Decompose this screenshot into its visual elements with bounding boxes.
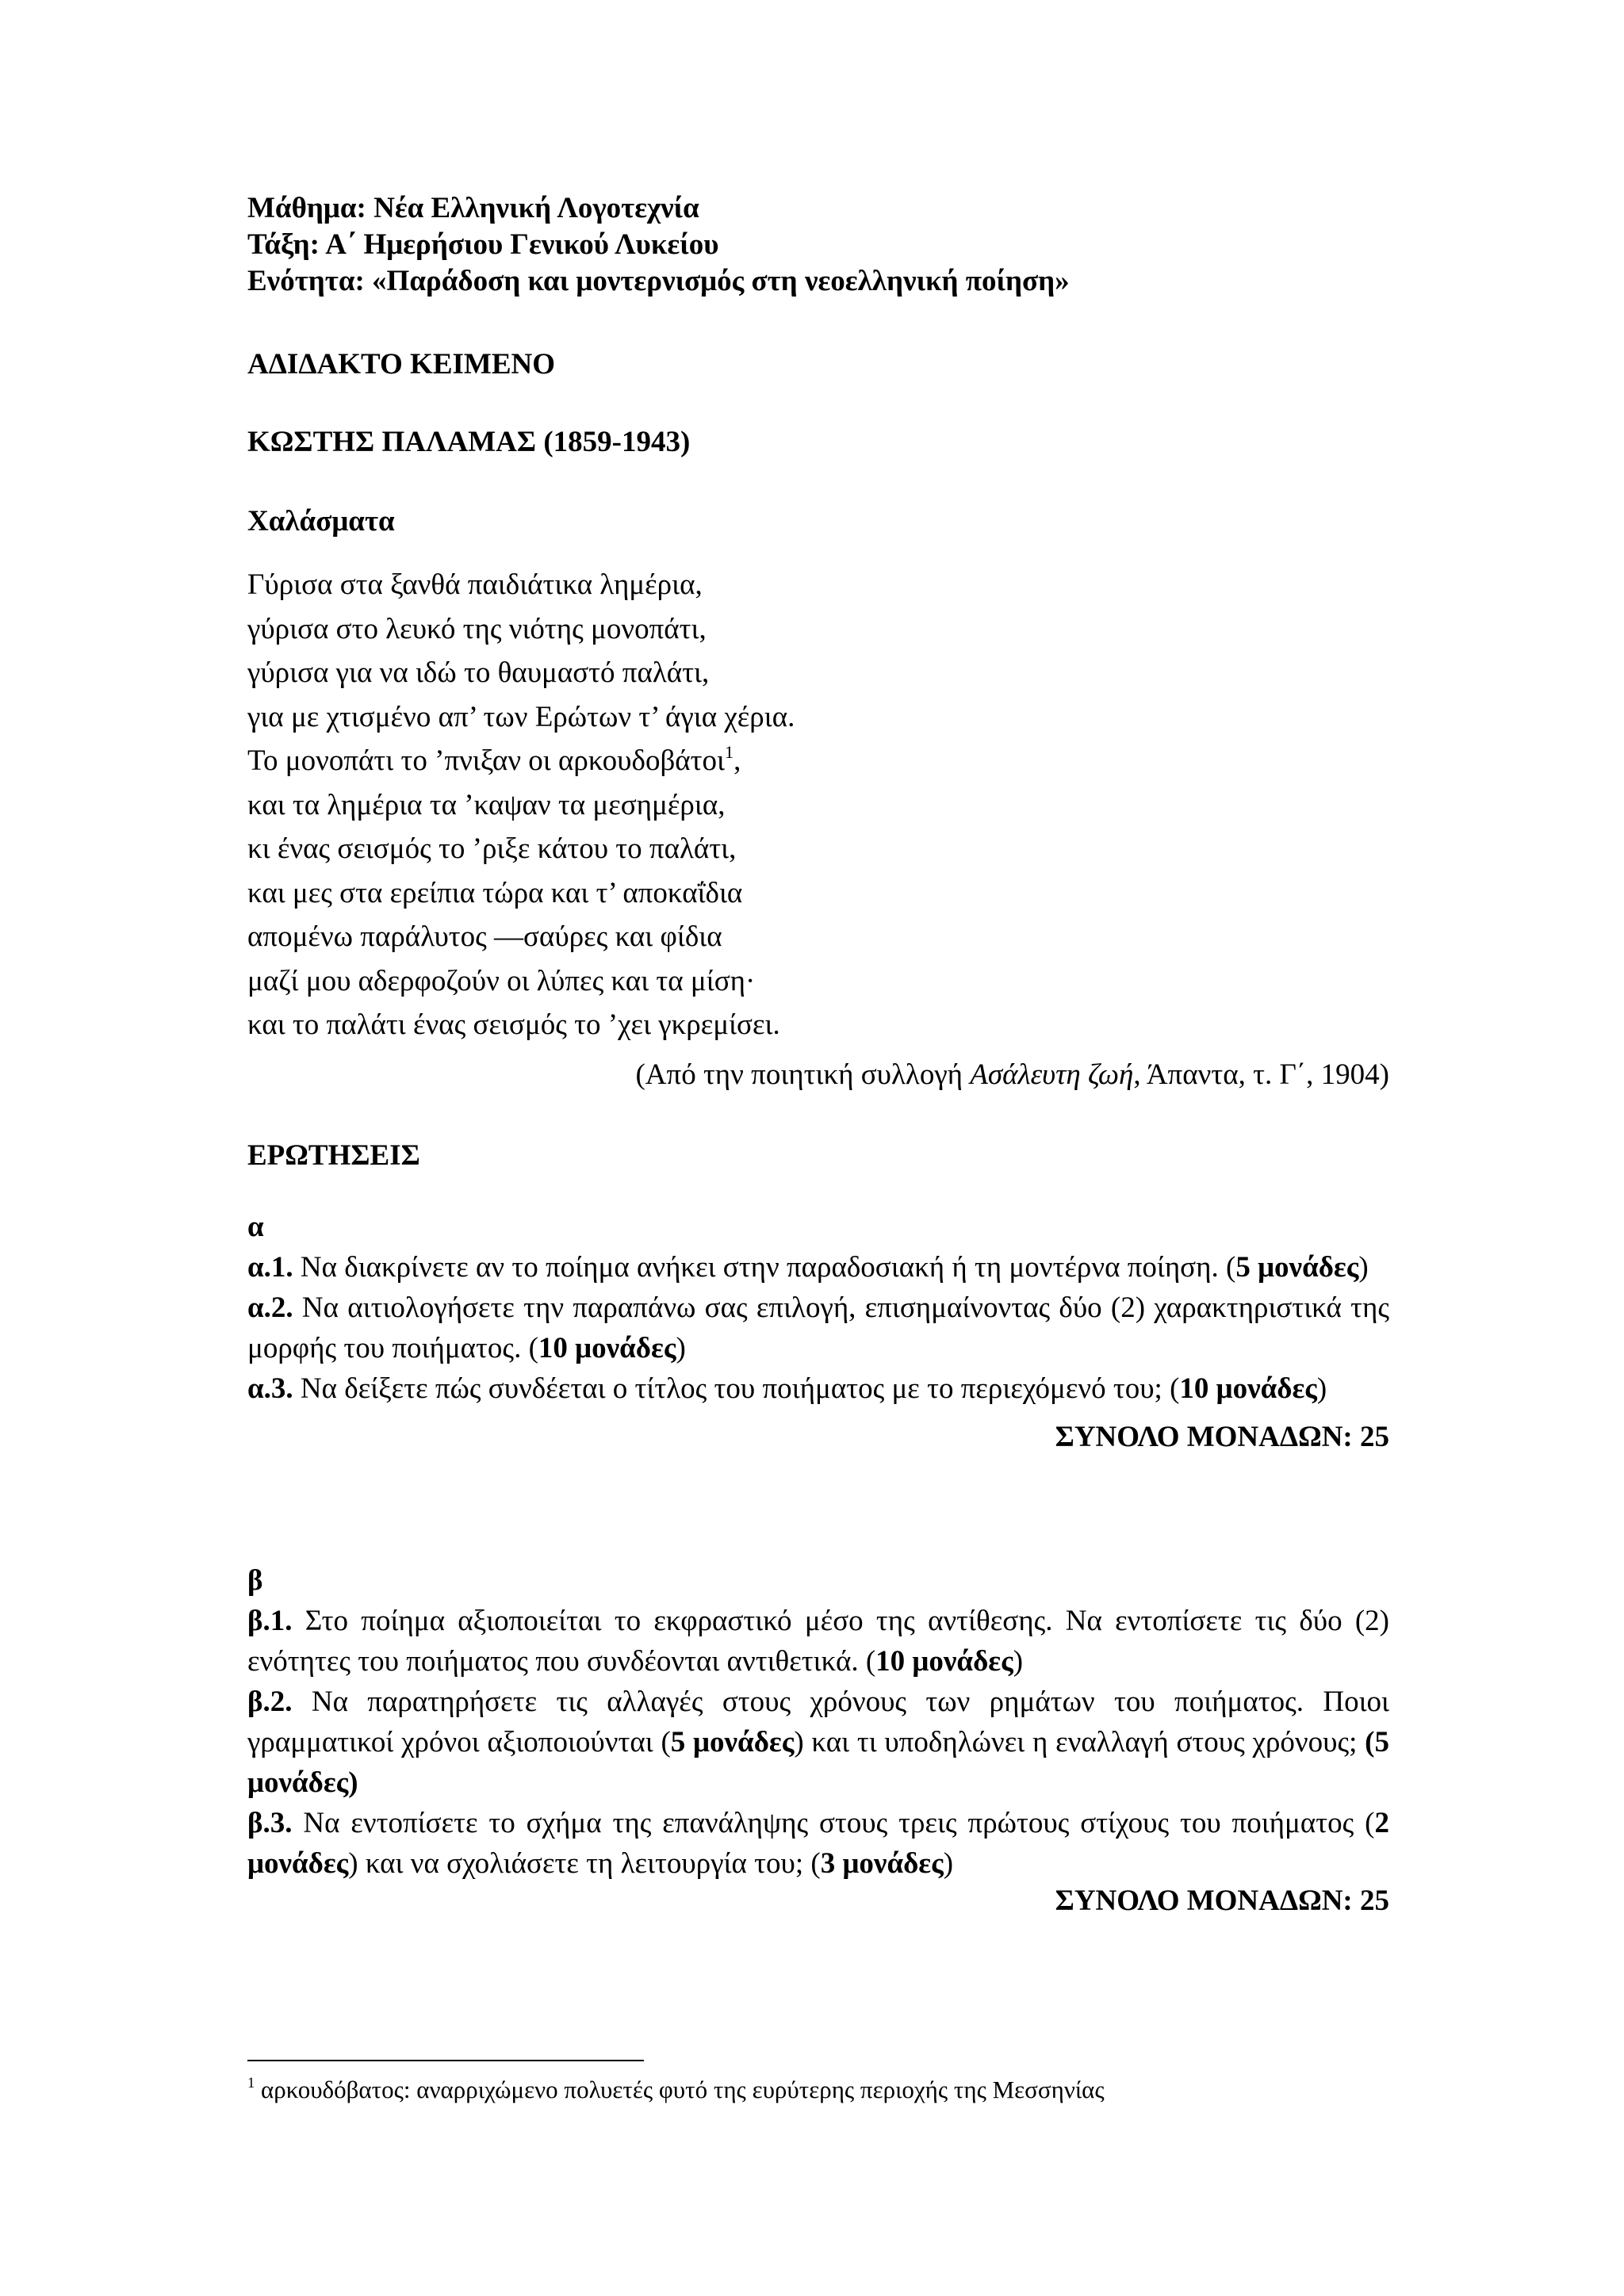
source-prefix: (Από την ποιητική συλλογή [635, 1058, 971, 1091]
question-group-b [247, 1560, 1389, 1918]
question-number: α.2. [247, 1292, 293, 1324]
footnote-reference: 1 [724, 741, 734, 762]
poem-line: και το παλάτι ένας σεισμός το ’χει γκρεμίσει. [247, 1008, 780, 1041]
question-paren: ) [676, 1332, 686, 1364]
poem-line: κι ένας σεισμός το ’ριξε κάτου το παλάτι, [247, 832, 737, 865]
footnote-mark: 1 [247, 2074, 255, 2091]
poem-line [247, 739, 795, 783]
question-a2 [247, 1288, 1389, 1368]
class-line: Τάξη: Α΄ Ημερήσιου Γενικού Λυκείου [247, 228, 719, 261]
question-text: ) και να σχολιάσετε τη λειτουργία του; ( [348, 1847, 821, 1880]
poem-body [247, 563, 795, 1047]
question-a3 [247, 1368, 1389, 1409]
question-paren: ) [1013, 1645, 1024, 1678]
question-points: (5 μονάδες) [247, 1726, 1389, 1799]
author-line: ΚΩΣΤΗΣ ΠΑΛΑΜΑΣ (1859-1943) [247, 426, 691, 458]
question-paren: ) [943, 1847, 954, 1880]
footnote-text: αρκουδόβατος: αναρριχώμενο πολυετές φυτό της ευρύτερης περιοχής της Μεσσηνίας [255, 2076, 1105, 2103]
question-points: 5 μονάδες [670, 1726, 795, 1758]
group-b-total: ΣΥΝΟΛΟ ΜΟΝΑΔΩΝ: 25 [1055, 1885, 1389, 1917]
group-label: α [247, 1211, 264, 1243]
question-number: α.3. [247, 1372, 293, 1405]
poem-line: για με χτισμένο απ’ των Ερώτων τ’ άγια χέρια. [247, 700, 795, 733]
subject-line: Μάθημα: Νέα Ελληνική Λογοτεχνία [247, 192, 699, 224]
question-number: β.2. [247, 1686, 293, 1718]
question-text: Να διακρίνετε αν το ποίημα ανήκει στην παραδοσιακή ή τη μοντέρνα ποίηση. ( [293, 1251, 1236, 1284]
question-points: 5 μονάδες [1235, 1251, 1359, 1284]
question-points: 10 μονάδες [538, 1332, 676, 1364]
document-header [247, 190, 1070, 300]
footnote-separator [247, 2060, 644, 2061]
question-number: β.3. [247, 1807, 293, 1839]
group-a-total: ΣΥΝΟΛΟ ΜΟΝΑΔΩΝ: 25 [1055, 1421, 1389, 1453]
poem-title: Χαλάσματα [247, 505, 395, 538]
question-a1 [247, 1247, 1389, 1288]
question-text: Να δείξετε πώς συνδέεται ο τίτλος του ποιήματος με το περιεχόμενό του; ( [293, 1372, 1180, 1405]
question-text: Να εντοπίσετε το σχήμα της επανάληψης στους τρεις πρώτους στίχους του ποιήματος ( [292, 1807, 1375, 1839]
question-paren: ) [1358, 1251, 1369, 1284]
unit-line: Ενότητα: «Παράδοση και μοντερνισμός στη νεοελληνική ποίηση» [247, 265, 1070, 297]
poem-source [635, 1058, 1389, 1092]
poem-line: μαζί μου αδερφοζούν οι λύπες και τα μίση· [247, 964, 756, 997]
question-text: ) και τι υποδηλώνει η εναλλαγή στους χρόνους; [794, 1726, 1365, 1758]
question-b2 [247, 1682, 1389, 1803]
poem-line: και μες στα ερείπια τώρα και τ’ αποκαΐδια [247, 876, 743, 909]
group-label: β [247, 1564, 263, 1597]
poem-line: Γύρισα στα ξανθά παιδιάτικα λημέρια, [247, 568, 703, 601]
poem-line: γύρισα στο λευκό της νιότης μονοπάτι, [247, 612, 707, 645]
poem-line: γύρισα για να ιδώ το θαυμαστό παλάτι, [247, 656, 710, 689]
source-suffix: , Άπαντα, τ. Γ΄, 1904) [1133, 1058, 1389, 1091]
question-points: 10 μονάδες [1179, 1372, 1317, 1405]
footnote [247, 2076, 1105, 2104]
poem-line: και τα λημέρια τα ’καψαν τα μεσημέρια, [247, 788, 726, 821]
section-title: ΑΔΙΔΑΚΤΟ ΚΕΙΜΕΝΟ [247, 348, 556, 381]
question-points: 3 μονάδες [820, 1847, 944, 1880]
poem-line-text: Το μονοπάτι το ’πνιξαν οι αρκουδοβάτοι [247, 744, 725, 777]
question-group-a [247, 1207, 1389, 1454]
question-b3 [247, 1803, 1389, 1884]
question-text: Να αιτιολογήσετε την παραπάνω σας επιλογή, επισημαίνοντας δύο (2) χαρακτηριστικά της μορφής του ποιήματος. ( [247, 1292, 1389, 1364]
question-b1 [247, 1601, 1389, 1682]
source-collection: Ασάλευτη ζωή [970, 1058, 1134, 1091]
question-text: Στο ποίημα αξιοποιείται το εκφραστικό μέσο της αντίθεσης. Να εντοπίσετε τις δύο (2) ενότητες του ποιήματος που συνδέονται αντιθετικά. ( [247, 1605, 1389, 1678]
question-paren: ) [1316, 1372, 1327, 1405]
question-number: α.1. [247, 1251, 293, 1284]
question-points: 2 μονάδες [247, 1807, 1389, 1880]
question-number: β.1. [247, 1605, 293, 1637]
poem-line: απομένω παράλυτος —σαύρες και φίδια [247, 920, 722, 953]
questions-title: ΕΡΩΤΗΣΕΙΣ [247, 1139, 420, 1172]
question-points: 10 μονάδες [875, 1645, 1013, 1678]
poem-line-punct: , [733, 744, 741, 777]
question-text: Να παρατηρήσετε τις αλλαγές στους χρόνους των ρημάτων του ποιήματος. Ποιοι γραμματικοί χρόνοι αξιοποιούνται ( [247, 1686, 1389, 1758]
